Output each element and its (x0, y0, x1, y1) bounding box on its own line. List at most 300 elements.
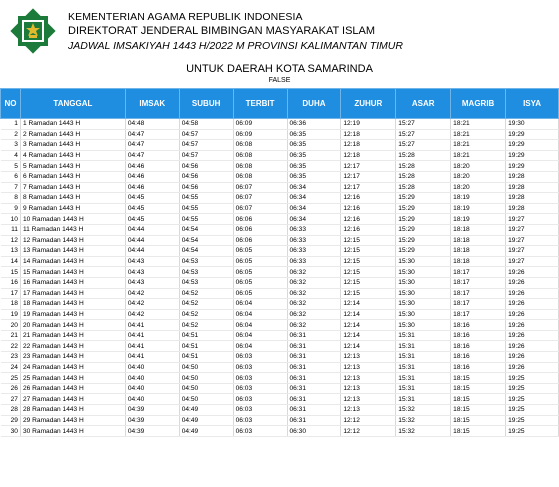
cell-duha[interactable]: 06:31 (287, 362, 341, 373)
cell-no[interactable]: 3 (1, 140, 21, 151)
cell-tanggal[interactable]: 20 Ramadan 1443 H (20, 320, 125, 331)
cell-asar[interactable]: 15:29 (396, 203, 451, 214)
cell-imsak[interactable]: 04:44 (125, 235, 179, 246)
cell-tanggal[interactable]: 5 Ramadan 1443 H (20, 161, 125, 172)
cell-tanggal[interactable]: 6 Ramadan 1443 H (20, 171, 125, 182)
cell-no[interactable]: 16 (1, 277, 21, 288)
cell-no[interactable]: 17 (1, 288, 21, 299)
cell-zuhur[interactable]: 12:19 (341, 119, 396, 130)
cell-duha[interactable]: 06:31 (287, 330, 341, 341)
cell-magrib[interactable]: 18:18 (451, 224, 506, 235)
cell-imsak[interactable]: 04:46 (125, 171, 179, 182)
cell-imsak[interactable]: 04:42 (125, 299, 179, 310)
cell-no[interactable]: 9 (1, 203, 21, 214)
cell-no[interactable]: 12 (1, 235, 21, 246)
cell-tanggal[interactable]: 21 Ramadan 1443 H (20, 330, 125, 341)
cell-no[interactable]: 30 (1, 426, 21, 437)
cell-asar[interactable]: 15:27 (396, 140, 451, 151)
cell-imsak[interactable]: 04:42 (125, 309, 179, 320)
cell-terbit[interactable]: 06:05 (233, 267, 287, 278)
cell-imsak[interactable]: 04:45 (125, 214, 179, 225)
cell-imsak[interactable]: 04:40 (125, 394, 179, 405)
cell-isya[interactable]: 19:28 (506, 203, 559, 214)
cell-duha[interactable]: 06:30 (287, 426, 341, 437)
cell-tanggal[interactable]: 19 Ramadan 1443 H (20, 309, 125, 320)
cell-magrib[interactable]: 18:18 (451, 256, 506, 267)
cell-asar[interactable]: 15:31 (396, 373, 451, 384)
cell-asar[interactable]: 15:31 (396, 330, 451, 341)
cell-subuh[interactable]: 04:56 (179, 161, 233, 172)
cell-tanggal[interactable]: 2 Ramadan 1443 H (20, 129, 125, 140)
cell-asar[interactable]: 15:29 (396, 235, 451, 246)
cell-terbit[interactable]: 06:08 (233, 150, 287, 161)
cell-subuh[interactable]: 04:52 (179, 309, 233, 320)
cell-subuh[interactable]: 04:50 (179, 373, 233, 384)
cell-duha[interactable]: 06:32 (287, 277, 341, 288)
cell-zuhur[interactable]: 12:14 (341, 299, 396, 310)
cell-terbit[interactable]: 06:08 (233, 140, 287, 151)
cell-zuhur[interactable]: 12:15 (341, 235, 396, 246)
cell-terbit[interactable]: 06:03 (233, 352, 287, 363)
cell-tanggal[interactable]: 29 Ramadan 1443 H (20, 415, 125, 426)
cell-imsak[interactable]: 04:48 (125, 119, 179, 130)
cell-tanggal[interactable]: 13 Ramadan 1443 H (20, 246, 125, 257)
cell-duha[interactable]: 06:33 (287, 256, 341, 267)
cell-subuh[interactable]: 04:51 (179, 341, 233, 352)
cell-isya[interactable]: 19:29 (506, 140, 559, 151)
cell-subuh[interactable]: 04:55 (179, 214, 233, 225)
cell-terbit[interactable]: 06:03 (233, 426, 287, 437)
cell-isya[interactable]: 19:26 (506, 352, 559, 363)
cell-zuhur[interactable]: 12:16 (341, 224, 396, 235)
col-header-terbit[interactable]: TERBIT (233, 89, 287, 119)
cell-isya[interactable]: 19:28 (506, 193, 559, 204)
cell-magrib[interactable]: 18:20 (451, 161, 506, 172)
cell-subuh[interactable]: 04:52 (179, 320, 233, 331)
cell-duha[interactable]: 06:35 (287, 140, 341, 151)
cell-tanggal[interactable]: 23 Ramadan 1443 H (20, 352, 125, 363)
cell-isya[interactable]: 19:25 (506, 426, 559, 437)
cell-asar[interactable]: 15:30 (396, 277, 451, 288)
cell-imsak[interactable]: 04:44 (125, 224, 179, 235)
cell-zuhur[interactable]: 12:13 (341, 383, 396, 394)
cell-asar[interactable]: 15:30 (396, 320, 451, 331)
cell-imsak[interactable]: 04:45 (125, 203, 179, 214)
cell-subuh[interactable]: 04:54 (179, 235, 233, 246)
cell-imsak[interactable]: 04:39 (125, 426, 179, 437)
cell-no[interactable]: 21 (1, 330, 21, 341)
cell-asar[interactable]: 15:31 (396, 362, 451, 373)
cell-terbit[interactable]: 06:04 (233, 309, 287, 320)
cell-subuh[interactable]: 04:51 (179, 330, 233, 341)
cell-no[interactable]: 19 (1, 309, 21, 320)
cell-magrib[interactable]: 18:16 (451, 362, 506, 373)
cell-zuhur[interactable]: 12:13 (341, 352, 396, 363)
cell-terbit[interactable]: 06:09 (233, 119, 287, 130)
cell-isya[interactable]: 19:27 (506, 246, 559, 257)
cell-zuhur[interactable]: 12:16 (341, 203, 396, 214)
cell-duha[interactable]: 06:33 (287, 224, 341, 235)
cell-no[interactable]: 5 (1, 161, 21, 172)
cell-duha[interactable]: 06:33 (287, 235, 341, 246)
cell-no[interactable]: 7 (1, 182, 21, 193)
cell-isya[interactable]: 19:25 (506, 383, 559, 394)
cell-no[interactable]: 8 (1, 193, 21, 204)
cell-magrib[interactable]: 18:16 (451, 330, 506, 341)
cell-no[interactable]: 26 (1, 383, 21, 394)
cell-tanggal[interactable]: 10 Ramadan 1443 H (20, 214, 125, 225)
cell-magrib[interactable]: 18:15 (451, 394, 506, 405)
cell-magrib[interactable]: 18:15 (451, 373, 506, 384)
cell-magrib[interactable]: 18:20 (451, 182, 506, 193)
cell-tanggal[interactable]: 1 Ramadan 1443 H (20, 119, 125, 130)
cell-terbit[interactable]: 06:08 (233, 161, 287, 172)
cell-no[interactable]: 24 (1, 362, 21, 373)
cell-magrib[interactable]: 18:17 (451, 267, 506, 278)
cell-imsak[interactable]: 04:43 (125, 277, 179, 288)
cell-no[interactable]: 14 (1, 256, 21, 267)
cell-asar[interactable]: 15:32 (396, 426, 451, 437)
cell-tanggal[interactable]: 24 Ramadan 1443 H (20, 362, 125, 373)
cell-imsak[interactable]: 04:41 (125, 330, 179, 341)
cell-subuh[interactable]: 04:53 (179, 267, 233, 278)
cell-subuh[interactable]: 04:56 (179, 182, 233, 193)
cell-zuhur[interactable]: 12:14 (341, 320, 396, 331)
cell-no[interactable]: 27 (1, 394, 21, 405)
cell-zuhur[interactable]: 12:15 (341, 267, 396, 278)
cell-magrib[interactable]: 18:19 (451, 203, 506, 214)
cell-duha[interactable]: 06:36 (287, 119, 341, 130)
cell-imsak[interactable]: 04:43 (125, 256, 179, 267)
cell-terbit[interactable]: 06:04 (233, 341, 287, 352)
cell-asar[interactable]: 15:29 (396, 214, 451, 225)
cell-isya[interactable]: 19:27 (506, 214, 559, 225)
cell-asar[interactable]: 15:32 (396, 415, 451, 426)
cell-magrib[interactable]: 18:19 (451, 214, 506, 225)
cell-isya[interactable]: 19:26 (506, 309, 559, 320)
cell-asar[interactable]: 15:29 (396, 224, 451, 235)
cell-asar[interactable]: 15:27 (396, 129, 451, 140)
cell-isya[interactable]: 19:25 (506, 373, 559, 384)
cell-isya[interactable]: 19:26 (506, 320, 559, 331)
cell-tanggal[interactable]: 28 Ramadan 1443 H (20, 405, 125, 416)
cell-no[interactable]: 13 (1, 246, 21, 257)
col-header-tanggal[interactable]: TANGGAL (20, 89, 125, 119)
cell-terbit[interactable]: 06:03 (233, 383, 287, 394)
cell-asar[interactable]: 15:30 (396, 309, 451, 320)
cell-isya[interactable]: 19:27 (506, 256, 559, 267)
cell-terbit[interactable]: 06:07 (233, 193, 287, 204)
cell-isya[interactable]: 19:28 (506, 182, 559, 193)
cell-zuhur[interactable]: 12:17 (341, 171, 396, 182)
cell-duha[interactable]: 06:34 (287, 193, 341, 204)
cell-no[interactable]: 15 (1, 267, 21, 278)
cell-no[interactable]: 10 (1, 214, 21, 225)
cell-terbit[interactable]: 06:06 (233, 224, 287, 235)
cell-isya[interactable]: 19:26 (506, 267, 559, 278)
cell-terbit[interactable]: 06:03 (233, 373, 287, 384)
cell-subuh[interactable]: 04:57 (179, 150, 233, 161)
cell-zuhur[interactable]: 12:16 (341, 214, 396, 225)
cell-asar[interactable]: 15:28 (396, 161, 451, 172)
cell-asar[interactable]: 15:31 (396, 394, 451, 405)
cell-subuh[interactable]: 04:49 (179, 405, 233, 416)
cell-terbit[interactable]: 06:07 (233, 182, 287, 193)
cell-isya[interactable]: 19:26 (506, 341, 559, 352)
cell-magrib[interactable]: 18:18 (451, 246, 506, 257)
cell-terbit[interactable]: 06:04 (233, 330, 287, 341)
cell-magrib[interactable]: 18:17 (451, 309, 506, 320)
cell-tanggal[interactable]: 11 Ramadan 1443 H (20, 224, 125, 235)
cell-imsak[interactable]: 04:47 (125, 150, 179, 161)
cell-subuh[interactable]: 04:53 (179, 256, 233, 267)
cell-duha[interactable]: 06:33 (287, 246, 341, 257)
cell-asar[interactable]: 15:31 (396, 383, 451, 394)
cell-no[interactable]: 6 (1, 171, 21, 182)
cell-magrib[interactable]: 18:17 (451, 288, 506, 299)
cell-imsak[interactable]: 04:41 (125, 320, 179, 331)
cell-magrib[interactable]: 18:15 (451, 383, 506, 394)
cell-duha[interactable]: 06:34 (287, 203, 341, 214)
cell-terbit[interactable]: 06:05 (233, 277, 287, 288)
cell-no[interactable]: 28 (1, 405, 21, 416)
cell-asar[interactable]: 15:29 (396, 193, 451, 204)
col-header-subuh[interactable]: SUBUH (179, 89, 233, 119)
cell-subuh[interactable]: 04:49 (179, 415, 233, 426)
cell-subuh[interactable]: 04:55 (179, 203, 233, 214)
col-header-imsak[interactable]: IMSAK (125, 89, 179, 119)
cell-zuhur[interactable]: 12:14 (341, 341, 396, 352)
cell-imsak[interactable]: 04:40 (125, 362, 179, 373)
cell-duha[interactable]: 06:31 (287, 415, 341, 426)
cell-tanggal[interactable]: 26 Ramadan 1443 H (20, 383, 125, 394)
cell-magrib[interactable]: 18:15 (451, 426, 506, 437)
cell-asar[interactable]: 15:30 (396, 299, 451, 310)
cell-zuhur[interactable]: 12:18 (341, 140, 396, 151)
cell-imsak[interactable]: 04:39 (125, 405, 179, 416)
cell-tanggal[interactable]: 27 Ramadan 1443 H (20, 394, 125, 405)
cell-isya[interactable]: 19:25 (506, 394, 559, 405)
cell-duha[interactable]: 06:35 (287, 129, 341, 140)
col-header-magrib[interactable]: MAGRIB (451, 89, 506, 119)
cell-magrib[interactable]: 18:20 (451, 171, 506, 182)
cell-tanggal[interactable]: 25 Ramadan 1443 H (20, 373, 125, 384)
cell-magrib[interactable]: 18:17 (451, 299, 506, 310)
cell-duha[interactable]: 06:32 (287, 320, 341, 331)
cell-isya[interactable]: 19:25 (506, 415, 559, 426)
cell-terbit[interactable]: 06:07 (233, 203, 287, 214)
cell-duha[interactable]: 06:31 (287, 383, 341, 394)
cell-terbit[interactable]: 06:04 (233, 299, 287, 310)
cell-asar[interactable]: 15:28 (396, 171, 451, 182)
cell-zuhur[interactable]: 12:18 (341, 129, 396, 140)
cell-zuhur[interactable]: 12:13 (341, 394, 396, 405)
cell-tanggal[interactable]: 14 Ramadan 1443 H (20, 256, 125, 267)
cell-isya[interactable]: 19:26 (506, 362, 559, 373)
cell-duha[interactable]: 06:31 (287, 373, 341, 384)
cell-terbit[interactable]: 06:05 (233, 256, 287, 267)
cell-imsak[interactable]: 04:44 (125, 246, 179, 257)
cell-duha[interactable]: 06:35 (287, 161, 341, 172)
cell-subuh[interactable]: 04:50 (179, 383, 233, 394)
cell-zuhur[interactable]: 12:14 (341, 330, 396, 341)
cell-duha[interactable]: 06:34 (287, 214, 341, 225)
cell-magrib[interactable]: 18:15 (451, 415, 506, 426)
cell-tanggal[interactable]: 18 Ramadan 1443 H (20, 299, 125, 310)
cell-imsak[interactable]: 04:43 (125, 267, 179, 278)
cell-magrib[interactable]: 18:21 (451, 150, 506, 161)
cell-magrib[interactable]: 18:21 (451, 119, 506, 130)
cell-no[interactable]: 2 (1, 129, 21, 140)
cell-tanggal[interactable]: 30 Ramadan 1443 H (20, 426, 125, 437)
cell-imsak[interactable]: 04:45 (125, 193, 179, 204)
cell-imsak[interactable]: 04:46 (125, 161, 179, 172)
cell-tanggal[interactable]: 22 Ramadan 1443 H (20, 341, 125, 352)
cell-zuhur[interactable]: 12:14 (341, 309, 396, 320)
cell-zuhur[interactable]: 12:13 (341, 373, 396, 384)
cell-isya[interactable]: 19:27 (506, 235, 559, 246)
col-header-zuhur[interactable]: ZUHUR (341, 89, 396, 119)
cell-duha[interactable]: 06:31 (287, 405, 341, 416)
cell-magrib[interactable]: 18:16 (451, 341, 506, 352)
cell-terbit[interactable]: 06:06 (233, 214, 287, 225)
cell-no[interactable]: 4 (1, 150, 21, 161)
cell-zuhur[interactable]: 12:15 (341, 246, 396, 257)
cell-subuh[interactable]: 04:54 (179, 246, 233, 257)
cell-isya[interactable]: 19:26 (506, 277, 559, 288)
cell-subuh[interactable]: 04:56 (179, 171, 233, 182)
cell-imsak[interactable]: 04:46 (125, 182, 179, 193)
cell-isya[interactable]: 19:28 (506, 171, 559, 182)
cell-asar[interactable]: 15:29 (396, 246, 451, 257)
cell-zuhur[interactable]: 12:16 (341, 193, 396, 204)
cell-tanggal[interactable]: 7 Ramadan 1443 H (20, 182, 125, 193)
cell-duha[interactable]: 06:34 (287, 182, 341, 193)
cell-duha[interactable]: 06:31 (287, 352, 341, 363)
cell-duha[interactable]: 06:31 (287, 341, 341, 352)
cell-asar[interactable]: 15:31 (396, 341, 451, 352)
cell-zuhur[interactable]: 12:12 (341, 426, 396, 437)
cell-magrib[interactable]: 18:18 (451, 235, 506, 246)
cell-isya[interactable]: 19:29 (506, 129, 559, 140)
cell-tanggal[interactable]: 9 Ramadan 1443 H (20, 203, 125, 214)
cell-duha[interactable]: 06:32 (287, 288, 341, 299)
cell-no[interactable]: 22 (1, 341, 21, 352)
cell-terbit[interactable]: 06:08 (233, 171, 287, 182)
cell-subuh[interactable]: 04:50 (179, 362, 233, 373)
col-header-isya[interactable]: ISYA (506, 89, 559, 119)
cell-subuh[interactable]: 04:53 (179, 277, 233, 288)
cell-no[interactable]: 11 (1, 224, 21, 235)
cell-tanggal[interactable]: 12 Ramadan 1443 H (20, 235, 125, 246)
cell-terbit[interactable]: 06:03 (233, 415, 287, 426)
cell-duha[interactable]: 06:35 (287, 171, 341, 182)
cell-terbit[interactable]: 06:05 (233, 288, 287, 299)
cell-imsak[interactable]: 04:47 (125, 129, 179, 140)
cell-magrib[interactable]: 18:15 (451, 405, 506, 416)
cell-duha[interactable]: 06:32 (287, 267, 341, 278)
col-header-asar[interactable]: ASAR (396, 89, 451, 119)
cell-imsak[interactable]: 04:41 (125, 352, 179, 363)
cell-isya[interactable]: 19:26 (506, 299, 559, 310)
cell-zuhur[interactable]: 12:17 (341, 182, 396, 193)
cell-subuh[interactable]: 04:57 (179, 129, 233, 140)
cell-terbit[interactable]: 06:03 (233, 394, 287, 405)
cell-subuh[interactable]: 04:54 (179, 224, 233, 235)
cell-isya[interactable]: 19:25 (506, 405, 559, 416)
cell-magrib[interactable]: 18:19 (451, 193, 506, 204)
cell-isya[interactable]: 19:29 (506, 161, 559, 172)
cell-subuh[interactable]: 04:58 (179, 119, 233, 130)
cell-no[interactable]: 23 (1, 352, 21, 363)
cell-imsak[interactable]: 04:42 (125, 288, 179, 299)
cell-asar[interactable]: 15:32 (396, 405, 451, 416)
cell-magrib[interactable]: 18:21 (451, 140, 506, 151)
cell-duha[interactable]: 06:32 (287, 299, 341, 310)
cell-zuhur[interactable]: 12:18 (341, 150, 396, 161)
cell-zuhur[interactable]: 12:15 (341, 288, 396, 299)
cell-zuhur[interactable]: 12:13 (341, 405, 396, 416)
cell-terbit[interactable]: 06:04 (233, 320, 287, 331)
cell-zuhur[interactable]: 12:12 (341, 415, 396, 426)
cell-terbit[interactable]: 06:03 (233, 362, 287, 373)
cell-tanggal[interactable]: 3 Ramadan 1443 H (20, 140, 125, 151)
cell-magrib[interactable]: 18:21 (451, 129, 506, 140)
cell-tanggal[interactable]: 17 Ramadan 1443 H (20, 288, 125, 299)
cell-terbit[interactable]: 06:05 (233, 246, 287, 257)
cell-asar[interactable]: 15:30 (396, 267, 451, 278)
cell-duha[interactable]: 06:31 (287, 394, 341, 405)
cell-zuhur[interactable]: 12:15 (341, 256, 396, 267)
cell-tanggal[interactable]: 8 Ramadan 1443 H (20, 193, 125, 204)
cell-isya[interactable]: 19:27 (506, 224, 559, 235)
cell-isya[interactable]: 19:30 (506, 119, 559, 130)
cell-no[interactable]: 1 (1, 119, 21, 130)
cell-imsak[interactable]: 04:41 (125, 341, 179, 352)
cell-imsak[interactable]: 04:40 (125, 383, 179, 394)
cell-terbit[interactable]: 06:09 (233, 129, 287, 140)
cell-asar[interactable]: 15:30 (396, 288, 451, 299)
cell-isya[interactable]: 19:26 (506, 288, 559, 299)
cell-zuhur[interactable]: 12:13 (341, 362, 396, 373)
cell-subuh[interactable]: 04:52 (179, 288, 233, 299)
cell-no[interactable]: 18 (1, 299, 21, 310)
cell-no[interactable]: 20 (1, 320, 21, 331)
cell-terbit[interactable]: 06:03 (233, 405, 287, 416)
cell-duha[interactable]: 06:32 (287, 309, 341, 320)
cell-magrib[interactable]: 18:16 (451, 352, 506, 363)
cell-imsak[interactable]: 04:40 (125, 373, 179, 384)
cell-asar[interactable]: 15:28 (396, 150, 451, 161)
cell-duha[interactable]: 06:35 (287, 150, 341, 161)
cell-subuh[interactable]: 04:49 (179, 426, 233, 437)
cell-subuh[interactable]: 04:50 (179, 394, 233, 405)
cell-no[interactable]: 25 (1, 373, 21, 384)
cell-imsak[interactable]: 04:39 (125, 415, 179, 426)
cell-tanggal[interactable]: 16 Ramadan 1443 H (20, 277, 125, 288)
cell-subuh[interactable]: 04:51 (179, 352, 233, 363)
cell-imsak[interactable]: 04:47 (125, 140, 179, 151)
cell-subuh[interactable]: 04:52 (179, 299, 233, 310)
cell-zuhur[interactable]: 12:17 (341, 161, 396, 172)
cell-asar[interactable]: 15:31 (396, 352, 451, 363)
cell-magrib[interactable]: 18:16 (451, 320, 506, 331)
cell-isya[interactable]: 19:26 (506, 330, 559, 341)
cell-isya[interactable]: 19:29 (506, 150, 559, 161)
cell-magrib[interactable]: 18:17 (451, 277, 506, 288)
cell-asar[interactable]: 15:30 (396, 256, 451, 267)
col-header-duha[interactable]: DUHA (287, 89, 341, 119)
